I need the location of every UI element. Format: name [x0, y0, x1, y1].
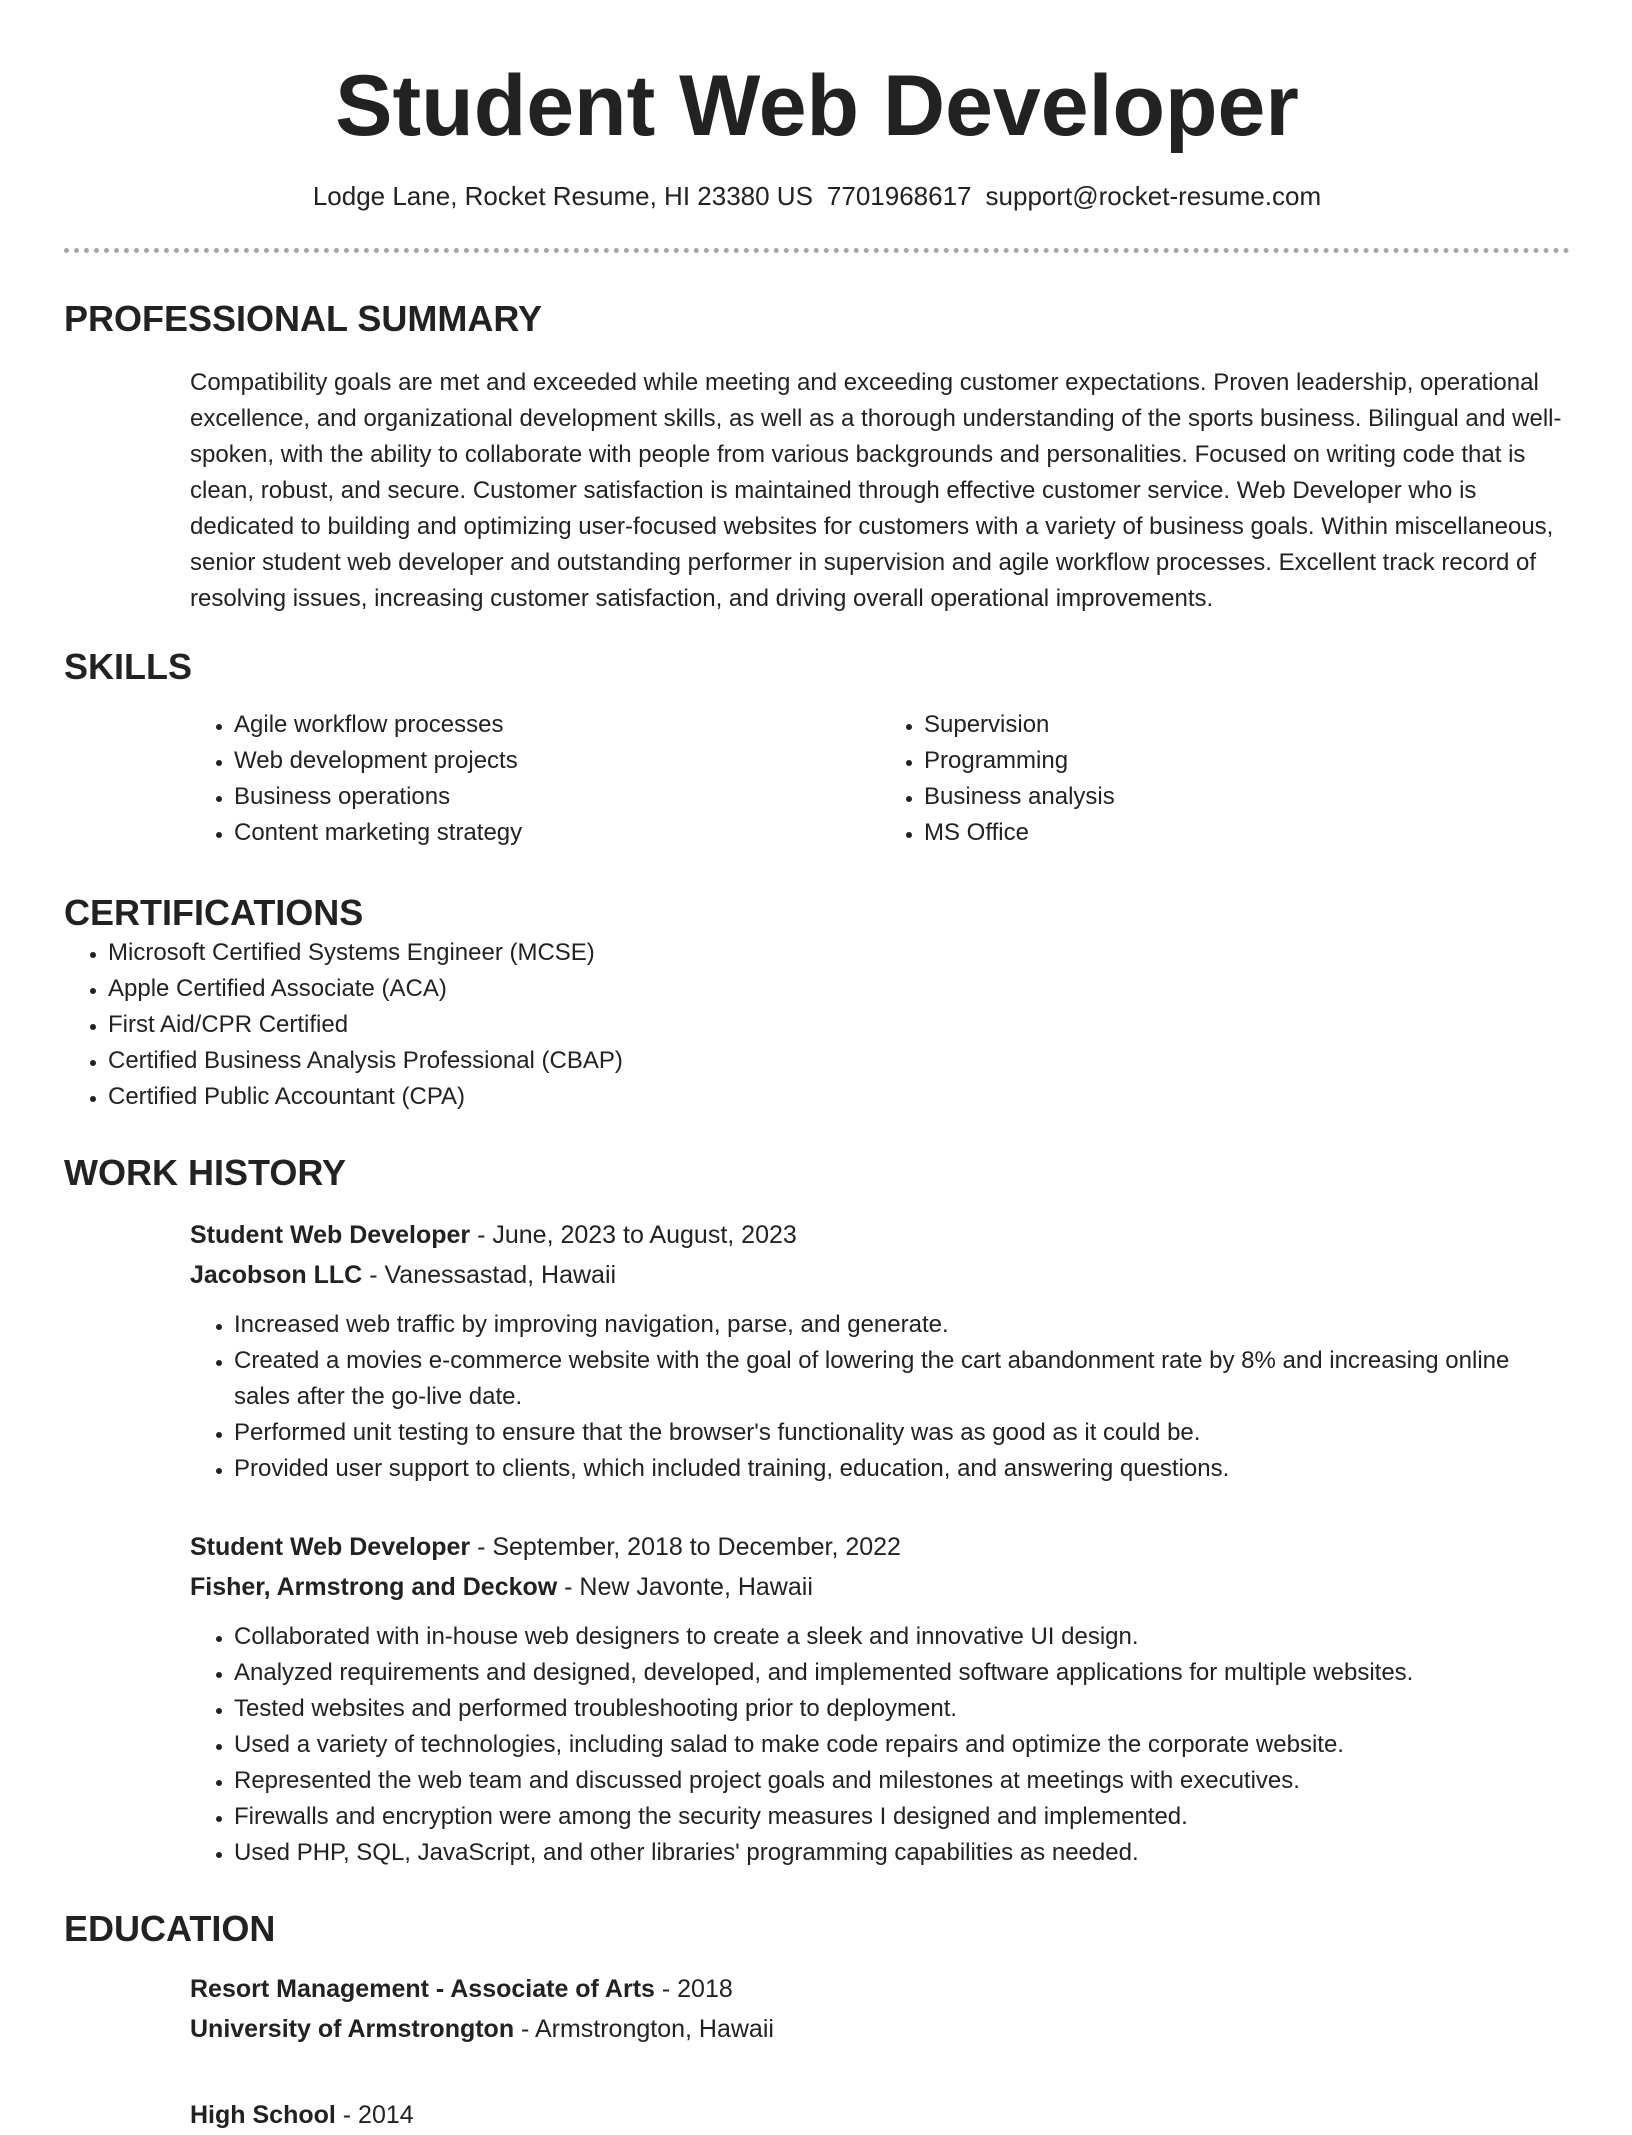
- job-title-line: [190, 1527, 1570, 1567]
- section-title-work-history: WORK HISTORY: [64, 1152, 347, 1193]
- skills-list-right: [880, 707, 1570, 851]
- resume-page: [64, 0, 1570, 2135]
- education-degree-line: [190, 2095, 1570, 2135]
- education-entry: [190, 2095, 1570, 2135]
- education-degree-line: [190, 1969, 1570, 2009]
- list-item: • Created a movies e-commerce website with the goal of lowering the cart abandonment rate by 8% and increasing online sales after the go-live date.: [234, 1343, 1570, 1415]
- list-item: • First Aid/CPR Certified: [108, 1007, 1570, 1043]
- contact-phone: 7701968617: [826, 181, 972, 211]
- list-item: • Represented the web team and discussed project goals and milestones at meetings with executives.: [234, 1763, 1570, 1799]
- list-item: • Web development projects: [234, 743, 880, 779]
- job-role: Student Web Developer: [190, 1533, 471, 1561]
- summary-text: Compatibility goals are met and exceeded while meeting and exceeding customer expectations. Proven leadership, operational excellence, and organizational development skills, as well as a thorough understanding of the sports business. Bilingual and well-spoken, with the ability to collaborate with people from various backgrounds and personalities. Focused on writing code that is clean, robust, and secure. Customer satisfaction is maintained through effective customer service. Web Developer who is dedicated to building and optimizing user-focused websites for customers with a variety of business goals. Within miscellaneous, senior student web developer and outstanding performer in supervision and agile workflow processes. Excellent track record of resolving issues, increasing customer satisfaction, and driving overall operational improvements.: [190, 369, 1562, 612]
- list-item: • Certified Business Analysis Professional (CBAP): [108, 1043, 1570, 1079]
- section-title-education: EDUCATION: [64, 1908, 276, 1949]
- job-location: - Vanessastad, Hawaii: [362, 1261, 617, 1289]
- list-item: • Content marketing strategy: [234, 815, 880, 851]
- section-professional-summary: [64, 297, 1570, 617]
- job-dates: - June, 2023 to August, 2023: [470, 1221, 797, 1249]
- education-school-line: [190, 2009, 1570, 2049]
- list-item: • Programming: [924, 743, 1570, 779]
- job-title-line: [190, 1215, 1570, 1255]
- education-degree: High School: [190, 2101, 336, 2129]
- education-school: University of Armstrongton: [190, 2015, 515, 2043]
- list-item: • Tested websites and performed troubleshooting prior to deployment.: [234, 1691, 1570, 1727]
- list-item: • Supervision: [924, 707, 1570, 743]
- job-role: Student Web Developer: [190, 1221, 471, 1249]
- list-item: • Used PHP, SQL, JavaScript, and other libraries' programming capabilities as needed.: [234, 1835, 1570, 1871]
- skills-list-left: [190, 707, 880, 851]
- list-item: • Used a variety of technologies, including salad to make code repairs and optimize the corporate website.: [234, 1727, 1570, 1763]
- job-company-line: [190, 1255, 1570, 1295]
- list-item: • Analyzed requirements and designed, developed, and implemented software applications for multiple websites.: [234, 1655, 1570, 1691]
- job-entry: [190, 1215, 1570, 1487]
- job-company: Fisher, Armstrong and Deckow: [190, 1573, 558, 1601]
- section-education: [64, 1907, 1570, 2135]
- contact-line: [64, 178, 1570, 214]
- list-item: • Collaborated with in-house web designers to create a sleek and innovative UI design.: [234, 1619, 1570, 1655]
- list-item: • Firewalls and encryption were among the security measures I designed and implemented.: [234, 1799, 1570, 1835]
- certifications-list: [64, 935, 1570, 1115]
- list-item: • Business operations: [234, 779, 880, 815]
- list-item: • Increased web traffic by improving navigation, parse, and generate.: [234, 1307, 1570, 1343]
- section-skills: [64, 645, 1570, 851]
- list-item: • Provided user support to clients, which included training, education, and answering questions.: [234, 1451, 1570, 1487]
- job-bullets: [190, 1619, 1570, 1871]
- list-item: • Agile workflow processes: [234, 707, 880, 743]
- section-title-summary: PROFESSIONAL SUMMARY: [64, 298, 543, 339]
- candidate-name: Student Web Developer: [335, 58, 1299, 154]
- section-certifications: [64, 891, 1570, 1115]
- education-year: - 2014: [335, 2101, 414, 2129]
- section-work-history: [64, 1151, 1570, 1871]
- list-item: • MS Office: [924, 815, 1570, 851]
- job-location: - New Javonte, Hawaii: [557, 1573, 813, 1601]
- list-item: • Certified Public Accountant (CPA): [108, 1079, 1570, 1115]
- resume-header: [64, 56, 1570, 253]
- list-item: • Microsoft Certified Systems Engineer (MCSE): [108, 935, 1570, 971]
- education-degree: Resort Management - Associate of Arts: [190, 1975, 655, 2003]
- job-company-line: [190, 1567, 1570, 1607]
- skills-grid: [190, 707, 1570, 851]
- job-bullets: [190, 1307, 1570, 1487]
- job-company: Jacobson LLC: [190, 1261, 363, 1289]
- contact-address: Lodge Lane, Rocket Resume, HI 23380 US: [312, 181, 813, 211]
- education-year: - 2018: [654, 1975, 733, 2003]
- header-divider: [64, 248, 1570, 253]
- education-location: - Armstrongton, Hawaii: [514, 2015, 774, 2043]
- list-item: • Apple Certified Associate (ACA): [108, 971, 1570, 1007]
- list-item: • Business analysis: [924, 779, 1570, 815]
- education-entry: [190, 1969, 1570, 2049]
- contact-email: support@rocket-resume.com: [985, 181, 1322, 211]
- list-item: • Performed unit testing to ensure that the browser's functionality was as good as it could be.: [234, 1415, 1570, 1451]
- section-title-skills: SKILLS: [64, 646, 193, 687]
- job-dates: - September, 2018 to December, 2022: [470, 1533, 901, 1561]
- section-title-certifications: CERTIFICATIONS: [64, 892, 364, 933]
- job-entry: [190, 1527, 1570, 1871]
